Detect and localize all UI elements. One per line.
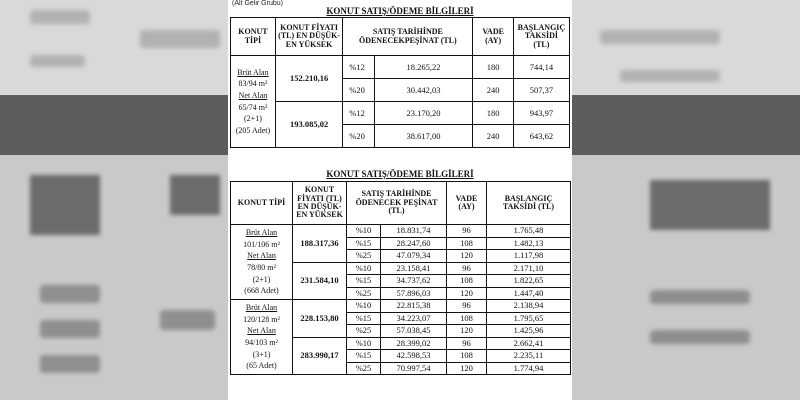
installment-cell: 2.171,10 — [487, 262, 571, 275]
installment-cell: 744,14 — [513, 56, 569, 79]
gross-area: 101/106 m² — [243, 239, 280, 249]
term-cell: 108 — [447, 275, 487, 288]
header-price: KONUT FİYATI (TL) EN DÜŞÜK-EN YÜKSEK — [293, 182, 347, 225]
down-payment-cell: 18.265,22 — [374, 56, 473, 79]
down-payment-cell: 42.598,53 — [381, 350, 447, 363]
housing-type-desc — [231, 225, 293, 300]
price-cell: 193.085,02 — [275, 102, 342, 148]
unit-count: (668 Adet) — [244, 286, 279, 296]
background-blur — [30, 55, 85, 67]
percent-cell: %15 — [347, 350, 381, 363]
term-cell: 120 — [447, 325, 487, 338]
price-cell: 231.584,10 — [293, 262, 347, 300]
table-title: KONUT SATIŞ/ÖDEME BİLGİLERİ — [326, 169, 474, 179]
net-area-label: Net Alan — [247, 251, 276, 261]
background-blur — [40, 320, 100, 338]
down-payment-cell: 47.079,34 — [381, 250, 447, 263]
background-blur — [170, 175, 220, 215]
housing-type-desc — [231, 300, 293, 375]
payment-table — [230, 17, 570, 148]
installment-cell: 1.117,98 — [487, 250, 571, 263]
unit-count: (65 Adet) — [246, 361, 277, 371]
price-cell: 228.153,80 — [293, 300, 347, 338]
term-cell: 108 — [447, 237, 487, 250]
percent-cell: %15 — [347, 312, 381, 325]
down-payment-cell: 30.442,03 — [374, 79, 473, 102]
down-payment-cell: 28.399,02 — [381, 337, 447, 350]
down-payment-cell: 38.617,00 — [374, 125, 473, 148]
down-payment-cell: 18.831,74 — [381, 225, 447, 238]
header-type: KONUT TİPİ — [231, 182, 293, 225]
table-title: KONUT SATIŞ/ÖDEME BİLGİLERİ — [326, 6, 474, 16]
background-blur — [620, 70, 720, 82]
percent-cell: %25 — [347, 250, 381, 263]
room-count: (2+1) — [252, 274, 271, 284]
room-count: (3+1) — [252, 349, 271, 359]
net-area: 78/80 m² — [247, 263, 276, 272]
installment-cell: 1.425,96 — [487, 325, 571, 338]
term-cell: 96 — [447, 225, 487, 238]
percent-cell: %10 — [347, 300, 381, 313]
background-blur — [600, 30, 720, 44]
housing-type-desc — [231, 56, 276, 148]
header-installment: BAŞLANGIÇ TAKSİDİ (TL) — [513, 18, 569, 56]
background-blur — [650, 180, 770, 230]
term-cell: 96 — [447, 337, 487, 350]
gross-area-label: Brüt Alan — [245, 303, 278, 313]
term-cell: 120 — [447, 362, 487, 375]
gross-area: 83/94 m² — [238, 79, 268, 89]
document-top — [228, 0, 572, 152]
background-blur — [30, 10, 90, 24]
down-payment-cell: 34.223,07 — [381, 312, 447, 325]
background-blur — [40, 355, 100, 373]
gross-area: 120/128 m² — [243, 314, 280, 324]
term-cell: 180 — [473, 102, 513, 125]
down-payment-cell: 70.997,54 — [381, 362, 447, 375]
percent-cell: %12 — [343, 102, 374, 125]
background-blur — [160, 310, 215, 330]
percent-cell: %20 — [343, 125, 374, 148]
header-type: KONUT TİPİ — [231, 18, 276, 56]
installment-cell: 2.235,11 — [487, 350, 571, 363]
background-blur — [140, 30, 220, 48]
payment-table — [230, 181, 571, 375]
down-payment-cell: 23.170,20 — [374, 102, 473, 125]
price-cell: 188.317,36 — [293, 225, 347, 263]
header-installment: BAŞLANGIÇ TAKSİDİ (TL) — [487, 182, 571, 225]
percent-cell: %25 — [347, 287, 381, 300]
net-area: 94/103 m² — [245, 338, 278, 347]
background-blur — [30, 175, 100, 235]
price-cell: 283.990,17 — [293, 337, 347, 375]
header-down-payment: SATIŞ TARİHİNDE ÖDENECEKPEŞİNAT (TL) — [343, 18, 473, 56]
term-cell: 120 — [447, 250, 487, 263]
header-term: VADE (AY) — [473, 18, 513, 56]
down-payment-cell: 57.896,03 — [381, 287, 447, 300]
percent-cell: %10 — [347, 337, 381, 350]
term-cell: 240 — [473, 125, 513, 148]
term-cell: 120 — [447, 287, 487, 300]
percent-cell: %20 — [343, 79, 374, 102]
term-cell: 96 — [447, 262, 487, 275]
income-group-note: (Alt Gelir Grubu) — [232, 0, 283, 7]
background-blur — [650, 290, 750, 304]
price-cell: 152.210,16 — [275, 56, 342, 102]
percent-cell: %15 — [347, 237, 381, 250]
down-payment-cell: 57.038,45 — [381, 325, 447, 338]
header-term: VADE (AY) — [447, 182, 487, 225]
term-cell: 180 — [473, 56, 513, 79]
term-cell: 96 — [447, 300, 487, 313]
down-payment-cell: 34.737,62 — [381, 275, 447, 288]
installment-cell: 1.482,13 — [487, 237, 571, 250]
background-blur — [650, 330, 750, 344]
installment-cell: 943,97 — [513, 102, 569, 125]
percent-cell: %10 — [347, 262, 381, 275]
down-payment-cell: 23.158,41 — [381, 262, 447, 275]
net-area-label: Net Alan — [238, 90, 268, 100]
down-payment-cell: 28.247,60 — [381, 237, 447, 250]
background-blur — [40, 285, 100, 303]
unit-count: (205 Adet) — [235, 125, 271, 135]
percent-cell: %25 — [347, 362, 381, 375]
installment-cell: 1.822,65 — [487, 275, 571, 288]
header-down-payment: SATIŞ TARİHİNDE ÖDENECEK PEŞİNAT (TL) — [347, 182, 447, 225]
net-area-label: Net Alan — [247, 326, 276, 336]
installment-cell: 1.447,40 — [487, 287, 571, 300]
percent-cell: %10 — [347, 225, 381, 238]
installment-cell: 507,37 — [513, 79, 569, 102]
down-payment-cell: 22.815,38 — [381, 300, 447, 313]
installment-cell: 2.662,41 — [487, 337, 571, 350]
installment-cell: 1.765,48 — [487, 225, 571, 238]
document-bottom — [228, 152, 572, 400]
term-cell: 240 — [473, 79, 513, 102]
installment-cell: 2.138,94 — [487, 300, 571, 313]
gross-area-label: Brüt Alan — [245, 228, 278, 238]
installment-cell: 1.795,65 — [487, 312, 571, 325]
percent-cell: %25 — [347, 325, 381, 338]
percent-cell: %12 — [343, 56, 374, 79]
installment-cell: 643,62 — [513, 125, 569, 148]
room-count: (2+1) — [244, 114, 262, 124]
term-cell: 108 — [447, 350, 487, 363]
gross-area-label: Brüt Alan — [237, 67, 269, 77]
percent-cell: %15 — [347, 275, 381, 288]
installment-cell: 1.774,94 — [487, 362, 571, 375]
header-price: KONUT FİYATI (TL) EN DÜŞÜK-EN YÜKSEK — [275, 18, 342, 56]
net-area: 65/74 m² — [238, 102, 268, 112]
term-cell: 108 — [447, 312, 487, 325]
